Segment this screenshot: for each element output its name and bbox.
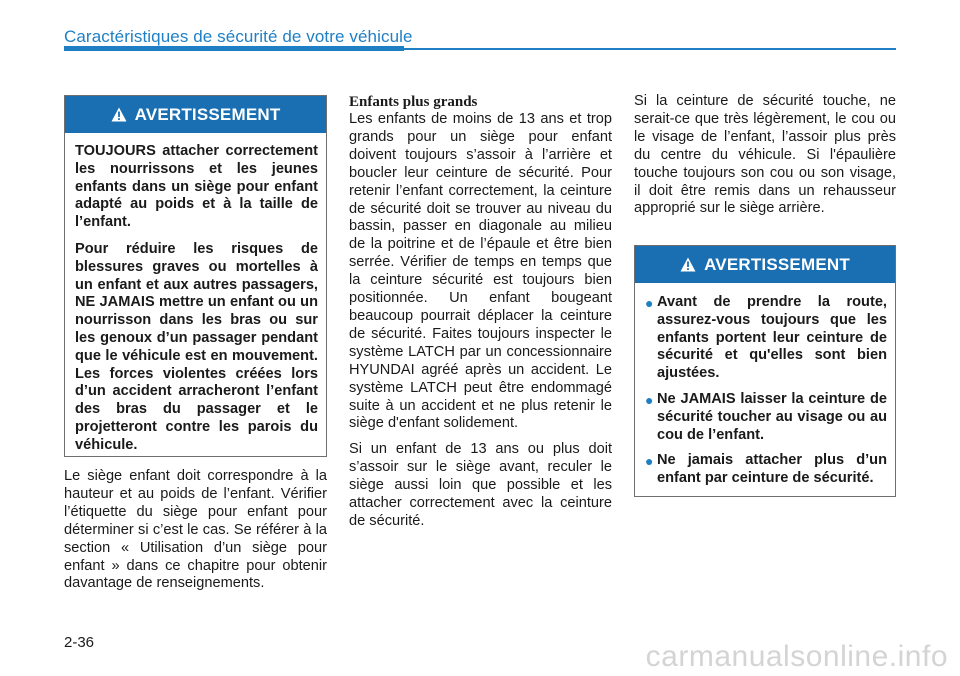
section-heading: Enfants plus grands [349,94,478,110]
warning-bullet-list [645,294,887,488]
list-item [645,391,887,444]
warning-box-right [634,245,896,497]
page-section-title: Caractéristiques de sécurité de votre véhicule [64,27,413,46]
body-paragraph: Si un enfant de 13 ans ou plus doit s’assoir sur le siège avant, reculer le siège aussi loin que possible et les attacher correctement avec la ceinture de sécurité. [349,441,612,529]
header-rule-thick [64,46,404,51]
header-rule-thin [404,48,896,50]
list-item [645,452,887,488]
list-item-text: Avant de prendre la route, assurez-vous toujours que les enfants portent leur ceinture de sécurité et qu'elles sont bien ajustées. [657,294,887,382]
body-paragraph: Si la ceinture de sécurité touche, ne serait-ce que très légèrement, le cou ou le visage de l’enfant, l’assoir plus près du centre du véhicule. Si l'épaulière touche toujours son cou ou son visage, il doit être remis dans un rehausseur approprié sur le siège arrière. [634,93,896,217]
warning-triangle-icon [111,107,127,122]
warning-triangle-icon [680,257,696,272]
warning-paragraph: TOUJOURS attacher correctement les nourrissons et les jeunes enfants dans un siège pour enfant adapté au poids et à la taille de l’enfant. [75,143,318,231]
warning-paragraph: Pour réduire les risques de blessures graves ou mortelles à un enfant et aux autres passagers, NE JAMAIS mettre un enfant ou un nourrisson dans les bras ou sur les genoux d’un passager pendant que le véhicule est en mouvement. Les forces violentes créées lors d’un accident arracheront l’enfant des bras du passager et le projetteront contre les parois du véhicule. [75,240,318,453]
body-paragraph: Le siège enfant doit correspondre à la hauteur et au poids de l’enfant. Vérifier l’étiquette du siège pour enfant pour déterminer si c’est le cas. Se référer à la section « Utilisation d’un siège pour enfant » dans ce chapitre pour obtenir davantage de renseignements. [64,468,327,592]
column-2-text [349,94,612,539]
column-3-text [634,93,896,226]
body-paragraph: Les enfants de moins de 13 ans et trop grands pour un siège pour enfant doivent toujours s’assoir à l’arrière et boucler leur ceinture de sécurité. Pour retenir l’enfant correctement, la ceinture de sécurité doit se trouver au niveau du bassin, passer en diagonale au milieu de la poitrine et de l’épaule et être bien serrée. Vérifier de temps en temps que la ceinture sécurité est toujours bien positionnée. Un enfant bougeant beaucoup pourrait déplacer la ceinture de sécurité. Faites toujours inspecter le système LATCH par un concessionnaire HYUNDAI agréé après un accident. Le système LATCH peut être endommagé suite à un accident et ne plus retenir le siège d'enfant solidement. [349,111,612,432]
bullet-dot-icon: ● [645,453,654,470]
watermark-link[interactable]: carmanualsonline.info [645,640,948,673]
bullet-dot-icon: ● [645,391,654,408]
warning-box-left [64,95,327,457]
warning-title: AVERTISSEMENT [134,104,281,124]
warning-body [65,133,326,463]
page-number: 2-36 [64,634,95,651]
warning-header [635,246,895,283]
bullet-dot-icon: ● [645,295,654,311]
warning-title: AVERTISSEMENT [704,254,850,274]
list-item-text: Ne jamais attacher plus d’un enfant par ceinture de sécurité. [657,452,887,487]
warning-body [635,283,895,496]
column-1-text [64,468,327,601]
warning-header [65,96,326,133]
list-item [645,294,887,383]
list-item-text: Ne JAMAIS laisser la ceinture de sécurité toucher au visage ou au cou de l’enfant. [657,390,887,443]
